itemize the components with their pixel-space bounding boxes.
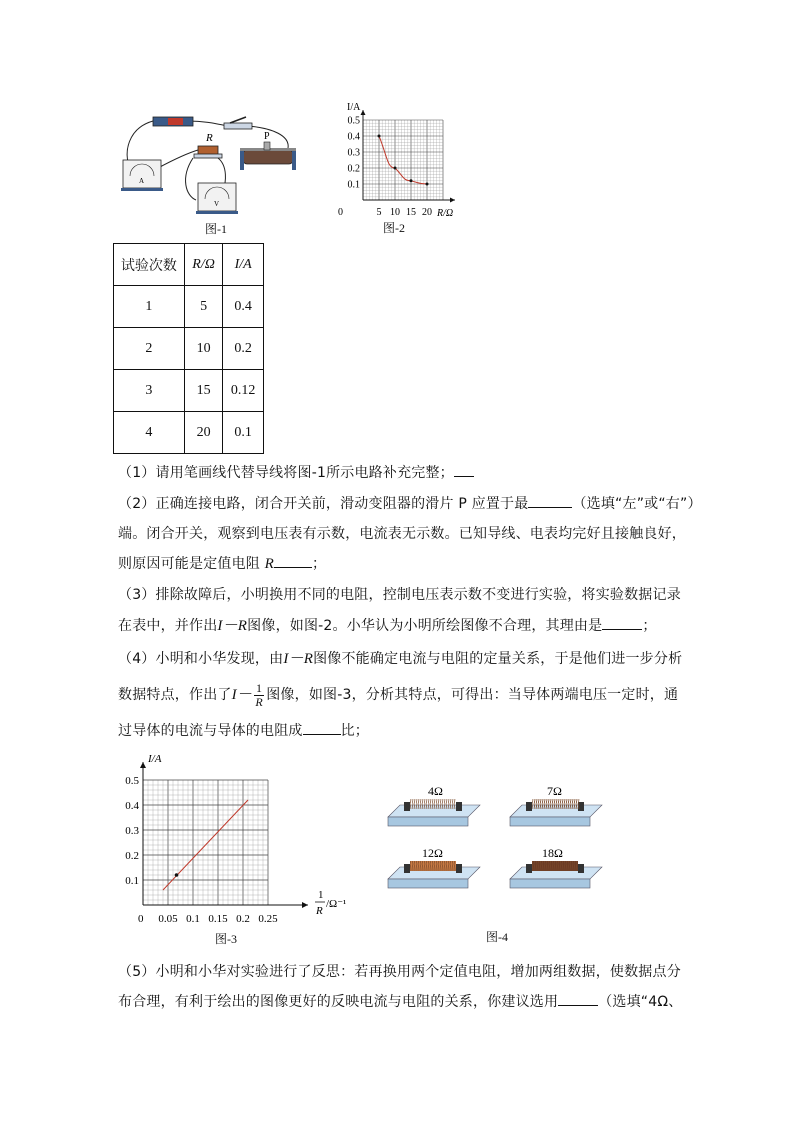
y-axis-arrow — [140, 762, 146, 768]
svg-text:V: V — [214, 200, 220, 208]
x-tick-label: 20 — [422, 207, 432, 218]
data-point — [394, 167, 397, 170]
origin-label: 0 — [138, 913, 144, 925]
x-tick-label: 0.25 — [258, 913, 278, 925]
figure-4-caption: 图-4 — [486, 930, 508, 944]
y-tick-label: 0.3 — [125, 825, 139, 837]
ammeter-icon — [121, 160, 163, 191]
x-axis-arrow — [302, 902, 308, 908]
table-row: 1 5 0.4 — [114, 286, 264, 328]
data-point — [175, 873, 179, 877]
x-axis-arrow — [450, 198, 455, 203]
question-1: （1）请用笔画线代替导线将图-1所示电路补充完整； — [118, 458, 474, 488]
question-4-line-2: 数据特点，作出了I－ $\frac{1}{R}$ 图像，如图-3，分析其特点，可得出：当导体两端电压一定时，通 — [118, 680, 679, 709]
svg-text:4Ω: 4Ω — [428, 784, 443, 798]
figure-3 — [118, 750, 368, 930]
answer-blank-2a[interactable] — [528, 493, 572, 508]
i-r-curve — [379, 136, 427, 184]
table-row: 2 10 0.2 — [114, 328, 264, 370]
figure-1 — [118, 108, 318, 220]
svg-text:A: A — [139, 177, 145, 185]
y-axis-arrow — [361, 110, 366, 115]
header-i: I/A — [223, 244, 264, 286]
x-tick-label: 10 — [390, 207, 400, 218]
resistor-icon — [194, 132, 222, 158]
answer-blank-5[interactable] — [558, 991, 598, 1006]
x-tick-label: 0.05 — [158, 913, 178, 925]
x-tick-label: 5 — [376, 207, 382, 218]
answer-blank-3[interactable] — [602, 615, 642, 630]
figure-2-caption: 图-2 — [383, 221, 405, 235]
origin-label: 0 — [338, 207, 343, 218]
x-tick-label: 0.15 — [208, 913, 228, 925]
x-tick-label: 15 — [406, 207, 416, 218]
question-2-line-3: 则原因可能是定值电阻 R ； — [118, 549, 326, 579]
resistor-12-ohm — [388, 846, 480, 888]
table-row: 3 15 0.12 — [114, 370, 264, 412]
resistor-4-ohm — [388, 784, 480, 826]
voltmeter-icon — [196, 183, 238, 214]
resistor-samples — [380, 780, 605, 895]
y-tick-label: 0.2 — [347, 163, 360, 175]
resistor-7-ohm — [510, 784, 602, 826]
data-point — [410, 179, 413, 182]
answer-blank-4[interactable] — [303, 720, 341, 735]
svg-text:18Ω: 18Ω — [542, 846, 563, 860]
x-tick-label: 0.1 — [186, 913, 200, 925]
question-4-line-1: （4）小明和小华发现，由I－R图像不能确定电流与电阻的定量关系，于是他们进一步分析 — [118, 651, 683, 667]
question-5-line-1: （5）小明和小华对实验进行了反思：若再换用两个定值电阻，增加两组数据，使数据点分 — [118, 964, 681, 980]
question-2-line-2: 端。闭合开关，观察到电压表有示数，电流表无示数。已知导线、电表均完好且接触良好， — [118, 526, 686, 542]
figure-2 — [318, 100, 468, 225]
answer-blank-2b[interactable] — [274, 553, 312, 568]
x-axis-label-unit: /Ω⁻¹ — [326, 898, 347, 910]
y-axis-label: I/A — [347, 102, 361, 113]
circuit-diagram — [118, 108, 318, 220]
resistor-18-ohm — [510, 846, 602, 888]
y-tick-label: 0.1 — [347, 179, 360, 191]
y-tick-label: 0.4 — [125, 800, 139, 812]
y-tick-label: 0.4 — [347, 131, 360, 143]
rheostat-icon — [240, 131, 296, 170]
question-3-line-1: （3）排除故障后，小明换用不同的电阻，控制电压表示数不变进行实验，将实验数据记录 — [118, 587, 681, 603]
x-axis-label-num: 1 — [318, 889, 324, 901]
question-2-line-1: （2）正确连接电路，闭合开关前，滑动变阻器的滑片 P 应置于最 （选填“左”或“右”） — [118, 489, 702, 519]
slider-label: P — [264, 131, 270, 142]
chart-i-r — [318, 100, 468, 225]
data-point — [378, 135, 381, 138]
x-axis-label: R/Ω — [437, 208, 454, 219]
battery-icon — [153, 117, 193, 126]
y-tick-label: 0.3 — [347, 147, 360, 159]
figure-1-caption: 图-1 — [205, 222, 227, 236]
switch-icon — [224, 117, 252, 129]
question-3-line-2: 在表中，并作出I－R图像，如图-2。小华认为小明所绘图像不合理，其理由是 ； — [118, 611, 657, 641]
table-row: 4 20 0.1 — [114, 412, 264, 454]
svg-text:7Ω: 7Ω — [547, 784, 562, 798]
header-trial: 试验次数 — [114, 244, 185, 286]
x-tick-label: 0.2 — [236, 913, 250, 925]
y-tick-label: 0.2 — [125, 850, 139, 862]
y-tick-label: 0.5 — [347, 115, 360, 127]
header-r: R/Ω — [184, 244, 223, 286]
data-table — [113, 243, 264, 454]
resistor-label: R — [206, 132, 213, 144]
data-point — [426, 183, 429, 186]
y-axis-label: I/A — [148, 753, 162, 765]
figure-4 — [380, 780, 605, 895]
figure-3-caption: 图-3 — [215, 932, 237, 946]
svg-text:12Ω: 12Ω — [422, 846, 443, 860]
y-tick-label: 0.1 — [125, 875, 139, 887]
question-5-line-2: 布合理，有利于绘出的图像更好的反映电流与电阻的关系，你建议选用 （选填“4Ω、 — [118, 987, 682, 1017]
x-axis-label-den: R — [316, 905, 323, 917]
chart-i-inv-r — [118, 750, 368, 930]
question-4-line-3: 过导体的电流与导体的电阻成 比； — [118, 716, 369, 746]
y-tick-label: 0.5 — [125, 775, 139, 787]
fraction-1-over-r: $\frac{1}{R}$ — [255, 680, 263, 709]
answer-blank-1[interactable] — [454, 462, 474, 477]
table-header-row — [114, 244, 264, 286]
